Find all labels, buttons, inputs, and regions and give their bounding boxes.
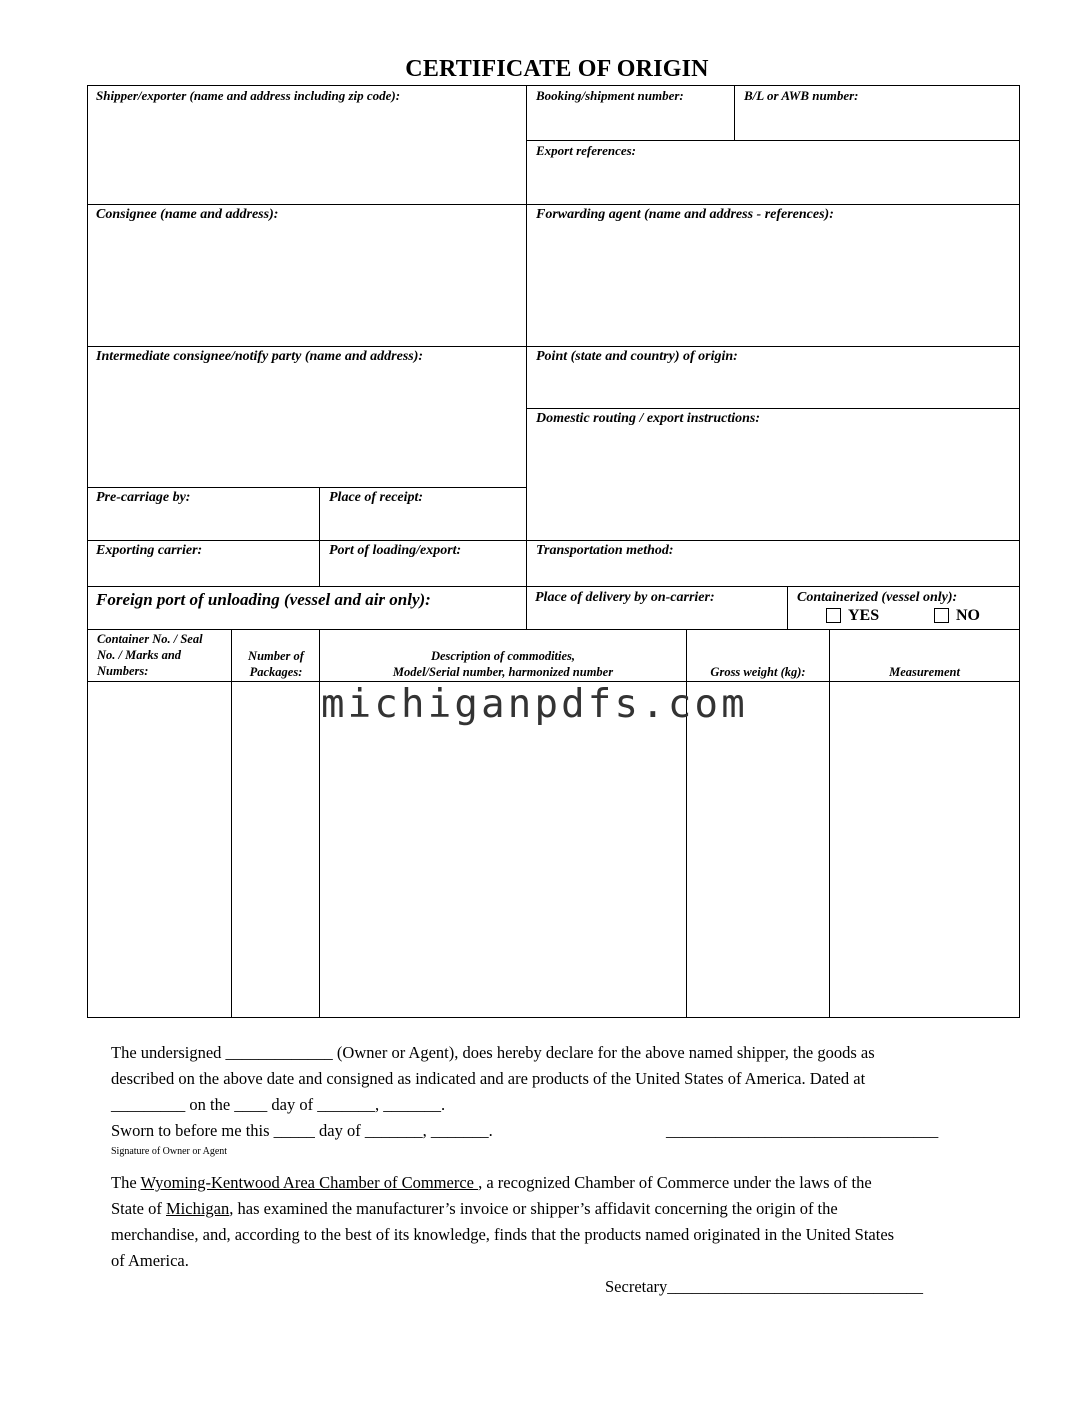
point-of-origin-label: Point (state and country) of origin: [536, 349, 738, 364]
foreign-port-label: Foreign port of unloading (vessel and air only): [96, 590, 431, 609]
signature-label: Signature of Owner or Agent [111, 1146, 228, 1157]
watermark: michiganpdfs.com [321, 682, 748, 727]
chamber-line-3: merchandise, and, according to the best of its knowledge, finds that the products named originated in the United States [111, 1225, 895, 1244]
chamber-line-2: State of Michigan, has examined the manufacturer’s invoice or shipper’s affidavit concerning the origin of the [111, 1199, 838, 1218]
measurement-cell[interactable] [830, 682, 1019, 1017]
table-header-measurement: Measurement [889, 665, 960, 679]
shipper-field-label: Shipper/exporter (name and address including zip code): [96, 88, 401, 103]
port-of-loading-label: Port of loading/export: [329, 543, 462, 558]
description-cell[interactable] [320, 682, 686, 1017]
booking-field-label: Booking/shipment number: [536, 88, 684, 103]
declaration-line-3: _________ on the ____ day of _______, _______. [111, 1095, 446, 1114]
declaration-line-2: described on the above date and consigned as indicated and are products of the United States of America. Dated at [111, 1069, 866, 1088]
secretary-signature[interactable]: Secretary_______________________________ [605, 1277, 924, 1296]
packages-cell[interactable] [232, 682, 319, 1017]
intermediate-consignee-label: Intermediate consignee/notify party (name and address): [96, 349, 424, 364]
consignee-field-label: Consignee (name and address): [96, 207, 279, 222]
exporting-carrier-label: Exporting carrier: [96, 543, 203, 558]
export-references-label: Export references: [536, 143, 637, 158]
state-name: Michigan [166, 1199, 230, 1218]
domestic-routing-label: Domestic routing / export instructions: [536, 411, 761, 426]
bl-awb-field-label: B/L or AWB number: [744, 88, 859, 103]
container-numbers-cell[interactable] [88, 682, 231, 1017]
transportation-method-label: Transportation method: [536, 543, 674, 558]
table-header-description: Description of commodities, Model/Serial number, harmonized number [392, 649, 614, 679]
chamber-line-4: of America. [111, 1251, 189, 1270]
no-option-label: NO [956, 607, 980, 624]
pre-carriage-label: Pre-carriage by: [96, 490, 191, 505]
gross-weight-cell[interactable] [687, 682, 829, 1017]
table-header-container: Container No. / Seal No. / Marks and Numbers: [97, 632, 203, 678]
place-of-receipt-label: Place of receipt: [329, 490, 424, 505]
forwarding-agent-label: Forwarding agent (name and address - references): [536, 207, 834, 222]
containerized-yes-checkbox[interactable] [826, 608, 841, 623]
declaration-line-1: The undersigned _____________ (Owner or Agent), does hereby declare for the above named shipper, the goods as [111, 1043, 875, 1062]
chamber-line-1: The Wyoming-Kentwood Area Chamber of Commerce , a recognized Chamber of Commerce under the laws of the [111, 1173, 872, 1192]
table-header-gross-weight: Gross weight (kg): [710, 665, 806, 679]
table-header-packages: Number of Packages: [248, 649, 304, 679]
yes-option-label: YES [848, 607, 880, 624]
containerized-no-checkbox[interactable] [934, 608, 949, 623]
place-of-delivery-label: Place of delivery by on-carrier: [535, 590, 715, 605]
page-title: CERTIFICATE OF ORIGIN [405, 56, 709, 82]
chamber-name: Wyoming-Kentwood Area Chamber of Commerce [140, 1173, 479, 1192]
containerized-label: Containerized (vessel only): [797, 590, 958, 605]
signature-line[interactable]: _________________________________ [666, 1121, 939, 1140]
sworn-line: Sworn to before me this _____ day of _______, _______. [111, 1121, 493, 1140]
